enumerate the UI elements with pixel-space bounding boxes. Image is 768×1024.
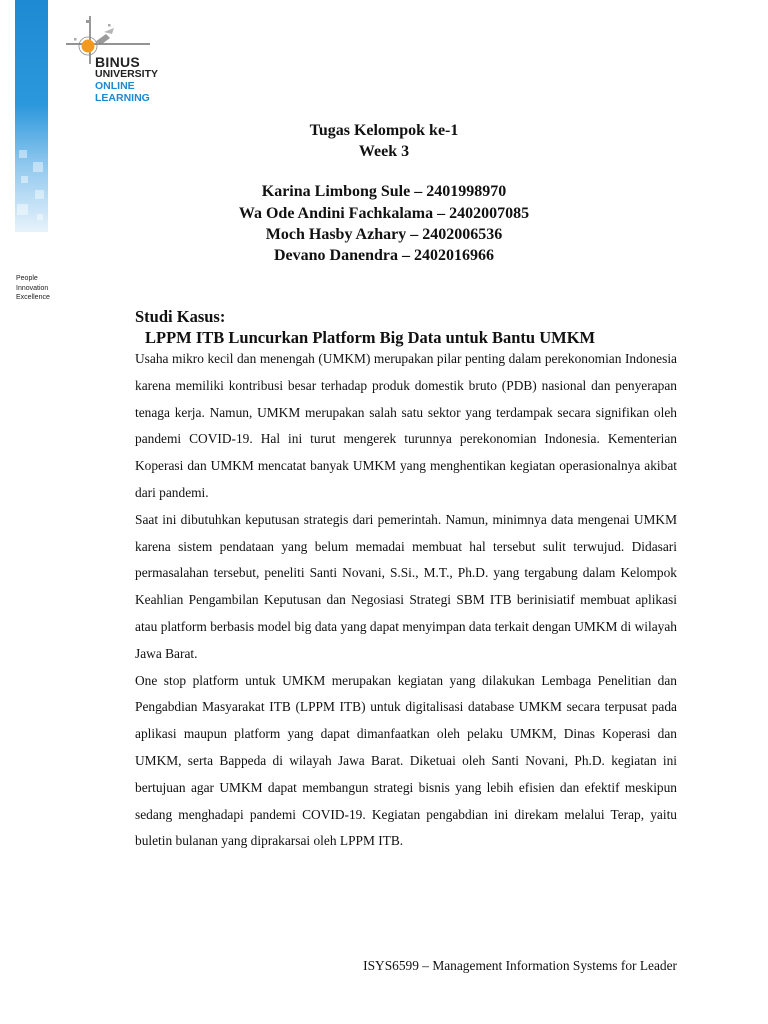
case-study-label: Studi Kasus: [135, 307, 226, 326]
member-2: Wa Ode Andini Fachkalama – 2402007085 [238, 205, 530, 222]
course-footer: ISYS6599 – Management Information Systems for Leader [363, 958, 677, 973]
logo-line-binus: BINUS [95, 54, 141, 70]
case-study-title: LPPM ITB Luncurkan Platform Big Data untuk Bantu UMKM [145, 328, 596, 347]
assignment-title: Tugas Kelompok ke-1 [309, 122, 459, 139]
paragraph-1: Usaha mikro kecil dan menengah (UMKM) merupakan pilar penting dalam perekonomian Indonesia karena memiliki kontribusi besar terhadap produk domestik bruto (PDB) nasional dan penyerapan tenaga kerja. Namun, UMKM merupakan salah satu sektor yang terdampak secara signifikan oleh pandemi COVID-19. Hal ini turut mengerek turunnya perekonomian Indonesia. Kementerian Koperasi dan UMKM mencatat banyak UMKM yang menghentikan kegiatan operasionalnya akibat dari pandemi. [135, 351, 677, 500]
member-4: Devano Danendra – 2402016966 [273, 247, 494, 264]
logo-line-online: ONLINE [95, 80, 135, 92]
body-text [135, 346, 677, 855]
tagline [16, 274, 50, 303]
week-label: Week 3 [358, 143, 410, 160]
tagline-people: People [16, 275, 38, 282]
paragraph-3: One stop platform untuk UMKM merupakan kegiatan yang dilakukan Lembaga Penelitian dan Pengabdian Masyarakat ITB (LPPM ITB) untuk digitalisasi database UMKM secara terpusat pada aplikasi maupun platform yang dapat dimanfaatkan oleh pelaku UMKM, Dinas Koperasi dan UMKM, serta Bappeda di wilayah Jawa Barat. Diketuai oleh Santi Novani, Ph.D. kegiatan ini bertujuan agar UMKM dapat membangun strategi bisnis yang lebih efisien dan efektif meskipun sedang menghadapi pandemi COVID-19. Kegiatan pengabdian ini direkam melalui Terap, yaitu buletin bulanan yang diprakarsai oleh LPPM ITB. [135, 672, 677, 849]
member-3: Moch Hasby Azhary – 2402006536 [265, 226, 503, 243]
tagline-excellence: Excellence [16, 294, 50, 301]
logo-line-learning: LEARNING [95, 92, 150, 104]
member-1: Karina Limbong Sule – 2401998970 [261, 183, 507, 200]
paragraph-2: Saat ini dibutuhkan keputusan strategis dari pemerintah. Namun, minimnya data mengenai UMKM karena sistem pendataan yang belum memadai membuat hal tersebut sulit terwujud. Didasari permasalahan tersebut, peneliti Santi Novani, S.Si., M.T., Ph.D. yang tergabung dalam Kelompok Keahlian Pengambilan Keputusan dan Negosiasi Strategi SBM ITB berinisiatif membuat aplikasi atau platform berbasis model big data yang dapat menyimpan data terkait dengan UMKM di wilayah Jawa Barat. [135, 511, 677, 661]
logo-wordmark [95, 56, 158, 104]
tagline-innovation: Innovation [16, 284, 49, 292]
logo-line-university: UNIVERSITY [95, 68, 159, 80]
